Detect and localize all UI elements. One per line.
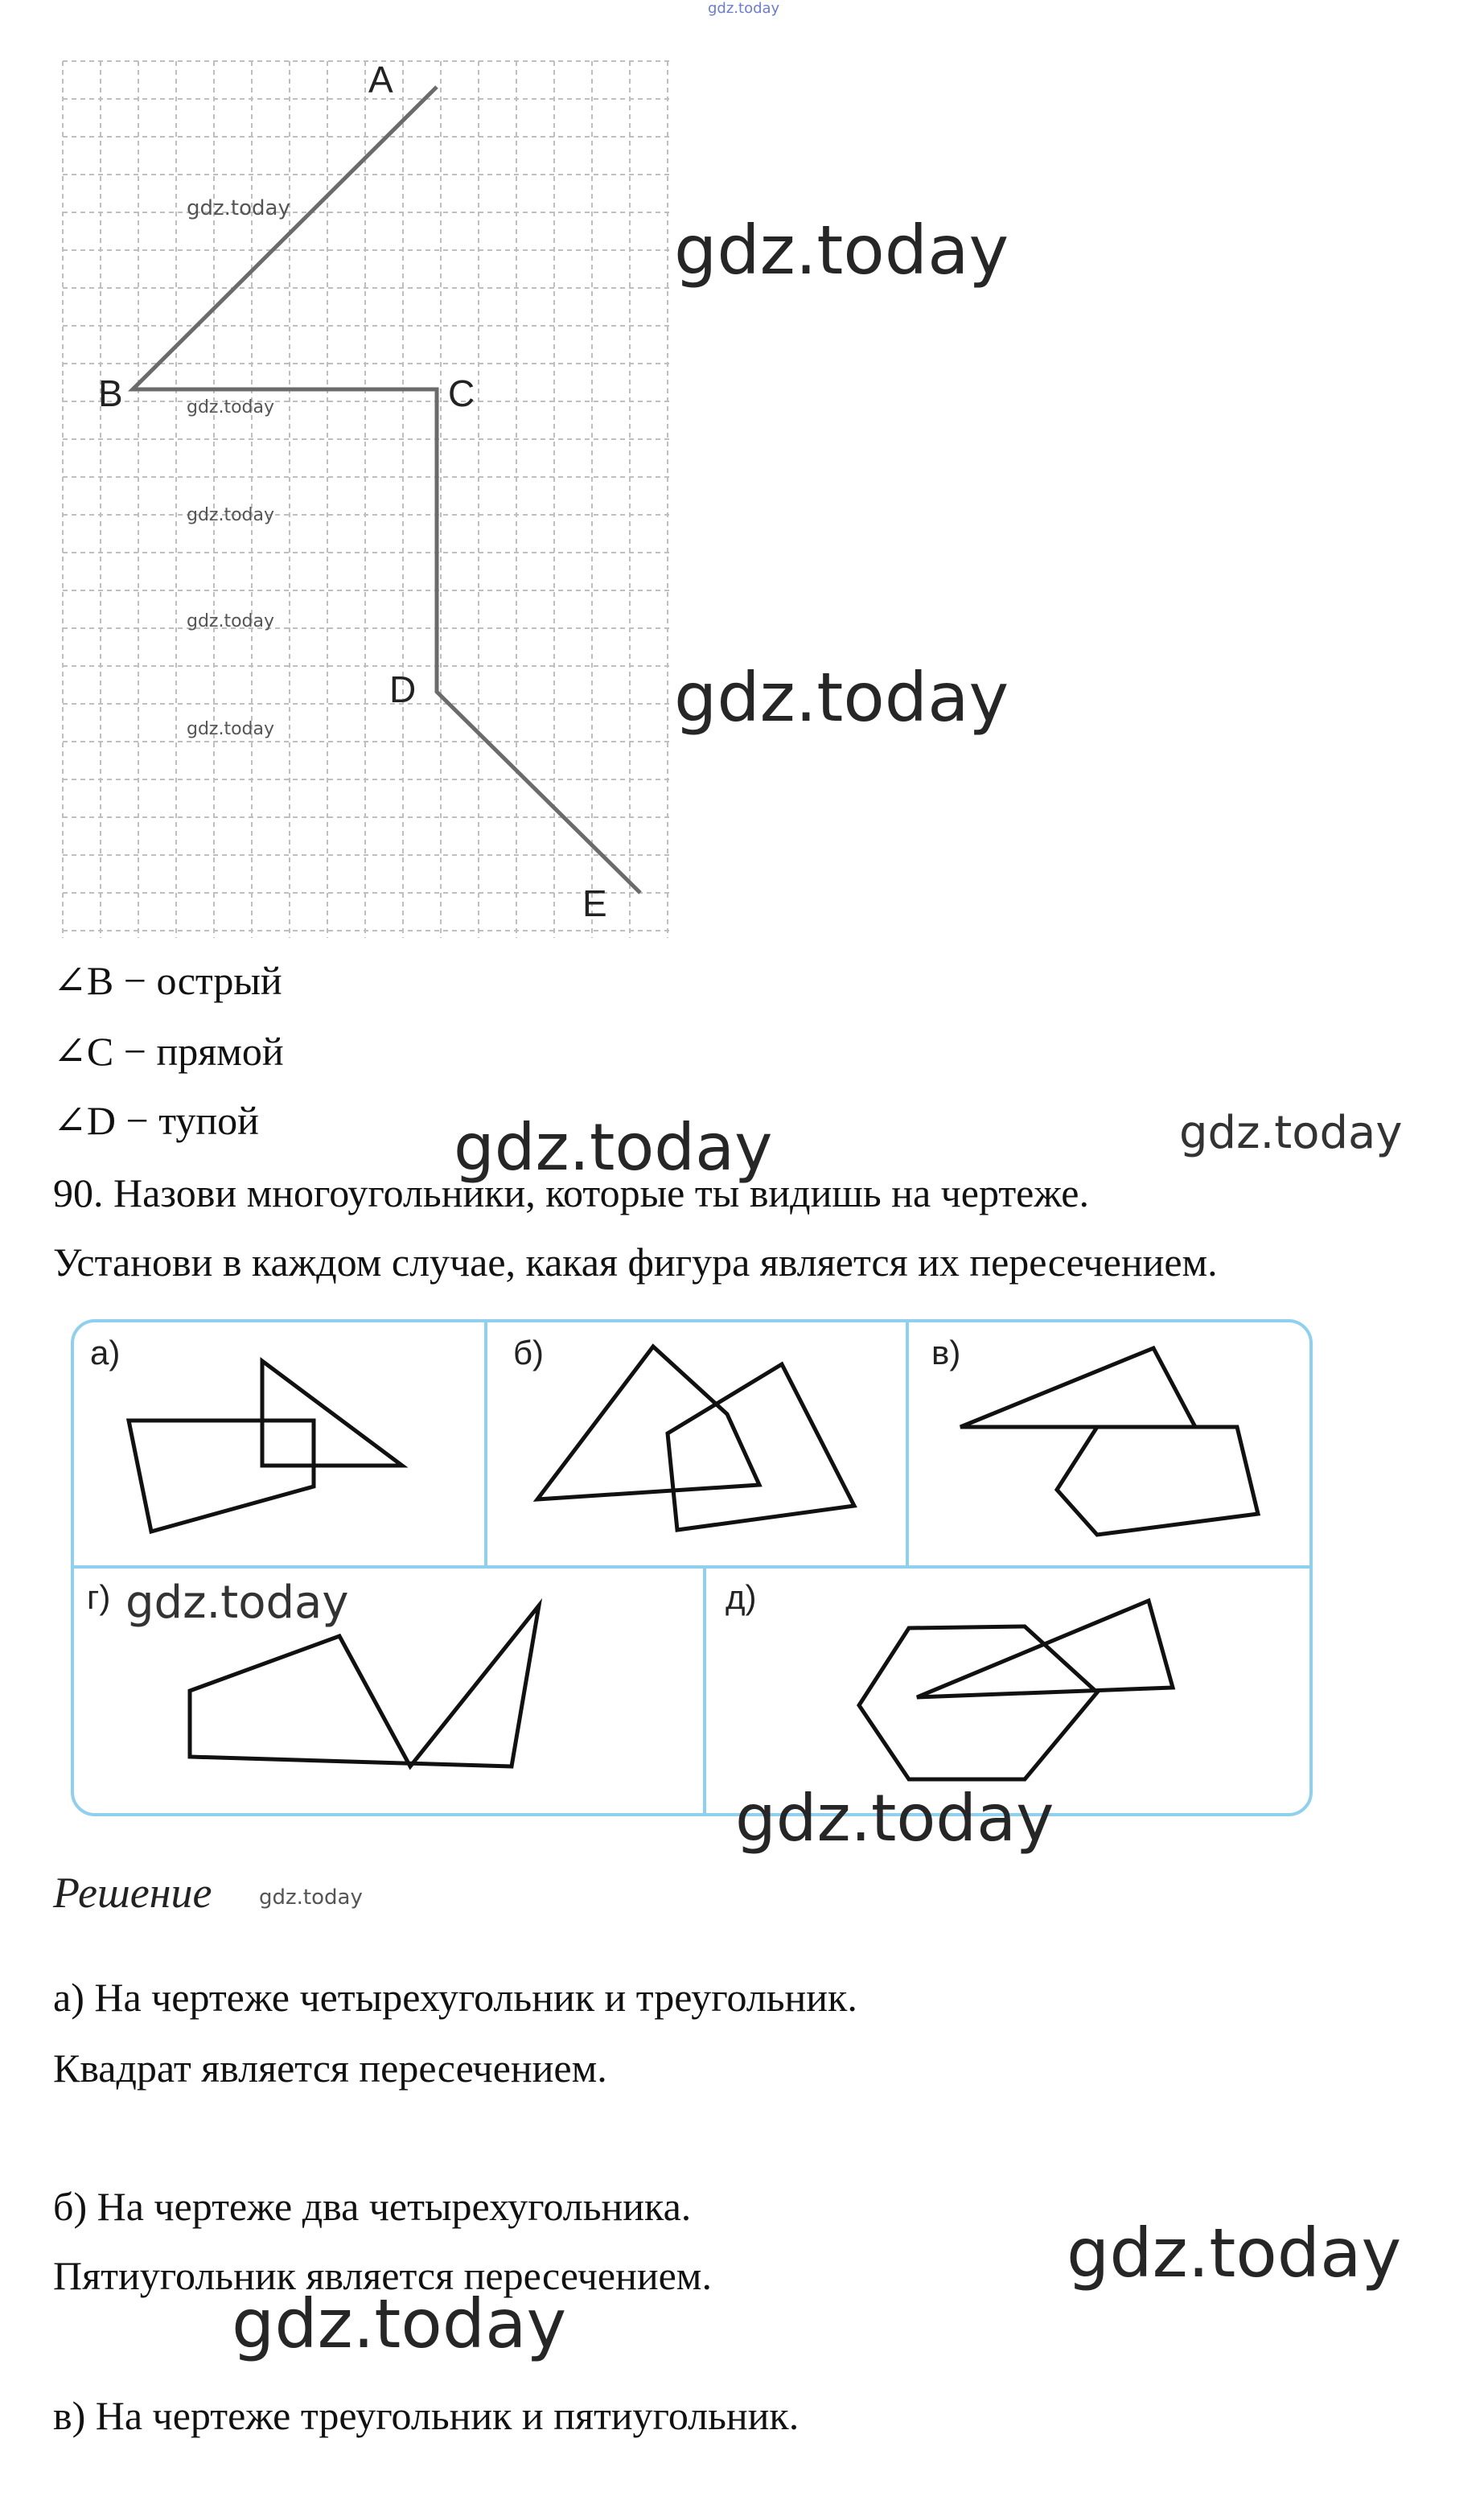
cell-g-polygon xyxy=(190,1606,539,1766)
solution-a-line-2: Квадрат является пересечением. xyxy=(53,2046,607,2091)
point-label-e: E xyxy=(582,882,607,924)
cell-v-triangle xyxy=(960,1348,1195,1427)
cell-label-d: д) xyxy=(726,1578,757,1616)
watermark: gdz.today xyxy=(125,1577,349,1629)
solution-a-line-1: а) На чертеже четырехугольник и треугольник. xyxy=(53,1975,857,2020)
watermark: gdz.today xyxy=(735,1781,1054,1856)
cell-b-shape-2 xyxy=(668,1364,854,1530)
solution-b-line-1: б) На чертеже два четырехугольника. xyxy=(53,2184,692,2229)
angle-d-text: ∠D − тупой xyxy=(53,1098,259,1143)
solution-title: Решение xyxy=(53,1869,212,1917)
watermark-small: gdz.today xyxy=(259,1885,363,1910)
point-label-c: C xyxy=(448,372,475,414)
grid-lines xyxy=(63,61,672,938)
cell-d-hexagon xyxy=(859,1626,1097,1779)
watermark-small: gdz.today xyxy=(187,611,275,631)
task-line-1: 90. Назови многоугольники, которые ты видишь на чертеже. xyxy=(53,1170,1089,1215)
cell-v-pentagon xyxy=(1057,1427,1258,1535)
watermark: gdz.today xyxy=(232,2284,567,2363)
cell-label-v: в) xyxy=(931,1334,961,1371)
cell-label-a: а) xyxy=(90,1334,121,1371)
watermark: gdz.today xyxy=(454,1110,773,1185)
point-label-b: B xyxy=(98,372,123,414)
grid-figure xyxy=(0,0,1484,949)
watermark: gdz.today xyxy=(674,658,1009,737)
watermark: gdz.today xyxy=(1067,2214,1402,2292)
cell-a-triangle xyxy=(262,1361,402,1466)
solution-b-line-2: Пятиугольник является пересечением. xyxy=(53,2253,712,2298)
angle-b-text: ∠B − острый xyxy=(53,958,282,1003)
point-label-a: A xyxy=(368,59,393,101)
watermark-small: gdz.today xyxy=(187,196,290,220)
solution-v-line-1: в) На чертеже треугольник и пятиугольник. xyxy=(53,2393,800,2438)
cell-label-b: б) xyxy=(513,1334,545,1371)
cell-b-shape-1 xyxy=(537,1347,759,1499)
watermark: gdz.today xyxy=(1179,1107,1403,1159)
point-label-d: D xyxy=(389,668,417,710)
cell-a-quadrilateral xyxy=(129,1421,314,1532)
task-line-2: Установи в каждом случае, какая фигура является их пересечением. xyxy=(53,1240,1218,1285)
watermark-small: gdz.today xyxy=(187,505,275,525)
angle-c-text: ∠C − прямой xyxy=(53,1029,284,1074)
cell-d-triangle xyxy=(917,1601,1173,1697)
watermark-small: gdz.today xyxy=(187,719,275,739)
top-watermark: gdz.today xyxy=(708,0,780,17)
cell-label-g: г) xyxy=(87,1578,111,1616)
watermark: gdz.today xyxy=(674,211,1009,290)
watermark-small: gdz.today xyxy=(187,397,275,417)
